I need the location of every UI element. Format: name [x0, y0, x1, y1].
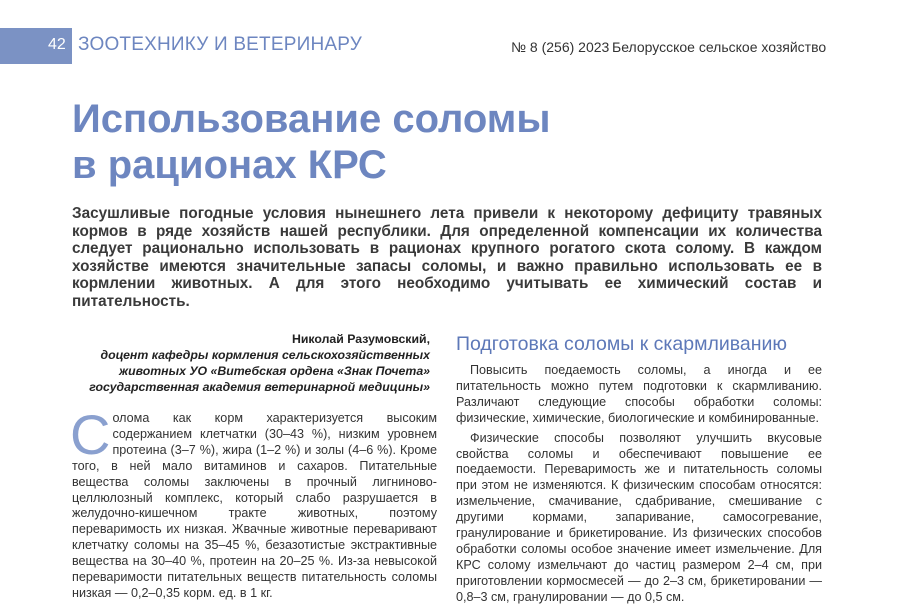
section-subheading: Подготовка соломы к скармливанию: [456, 333, 788, 355]
left-column-text: олома как корм характеризуется высоким содержанием клетчатки (30–43 %), низким уровнем протеина (3–7 %), жира (1–2 %) и золы (4–6 %). Кроме того, в ней мало витаминов и сахаров. Питательные вещества соломы заключены в прочный лигниново-целлюлозный комплекс, который слабо разрушается в желудочно-кишечном тракте животных, поэтому переваримость их низкая. Жвачные животные переваривают клетчатку соломы на 35–45 %, безазотистые экстрактивные вещества на 30–40 %, протеин на 20–25 %. Из-за невысокой переваримости питательных веществ питательность соломы низкая — 0,2–0,35 корм. ед. в 1 кг.: [72, 411, 437, 600]
journal-name: Белорусское сельское хозяйство: [612, 39, 827, 55]
right-paragraph-2: Физические способы позволяют улучшить вкусовые свойства соломы и обеспечивают повышение ее поедаемости. Переваримость же и питательность соломы при этом не изменяются. К физическим способам относятся: измельчение, смачивание, сдабривание, смешивание с другими кормами, запаривание, самосогревание, гранулирование и брикетирование. Из физических способов обработки соломы особое значение имеет измельчение. Для КРС солому измельчают до частиц размером 2–4 см, при приготовлении кормосмесей — до 2–3 см, брикетировании — 0,8–3 см, гранулировании — до 0,5 см.: [456, 430, 822, 604]
author-affiliation: доцент кафедры кормления сельскохозяйственных животных УО «Витебская ордена «Знак Почета» государственная академия ветеринарной медицины»: [89, 348, 430, 394]
article-title: [72, 96, 551, 188]
left-column: [70, 403, 437, 602]
article-lead: Засушливые погодные условия нынешнего лета привели к некоторому дефициту травяных кормов в ряде хозяйств нашей республики. Для определенной компенсации их количества следует рационально использовать в рационах крупного рогатого скота солому. В каждом хозяйстве имеются значительные запасы соломы, и важно правильно использовать ее в кормлении животных. А для этого необходимо учитывать ее химический состав и питательность.: [72, 205, 822, 310]
right-column: [456, 332, 822, 606]
section-title: ЗООТЕХНИКУ И ВЕТЕРИНАРУ: [78, 34, 362, 55]
issue-number: № 8 (256) 2023: [511, 39, 610, 55]
right-paragraph-1: Повысить поедаемость соломы, а иногда и ее питательность можно путем подготовки к скармливанию. Различают следующие способы обработки соломы: физические, химические, биологические и комбинированные.: [456, 363, 822, 425]
article-title-line2: в рационах КРС: [72, 143, 387, 187]
article-title-line1: Использование соломы: [72, 97, 551, 141]
page-number: 42: [48, 36, 66, 53]
author-block: [80, 331, 430, 395]
author-name: Николай Разумовский,: [291, 332, 430, 346]
drop-cap: С: [70, 403, 111, 466]
